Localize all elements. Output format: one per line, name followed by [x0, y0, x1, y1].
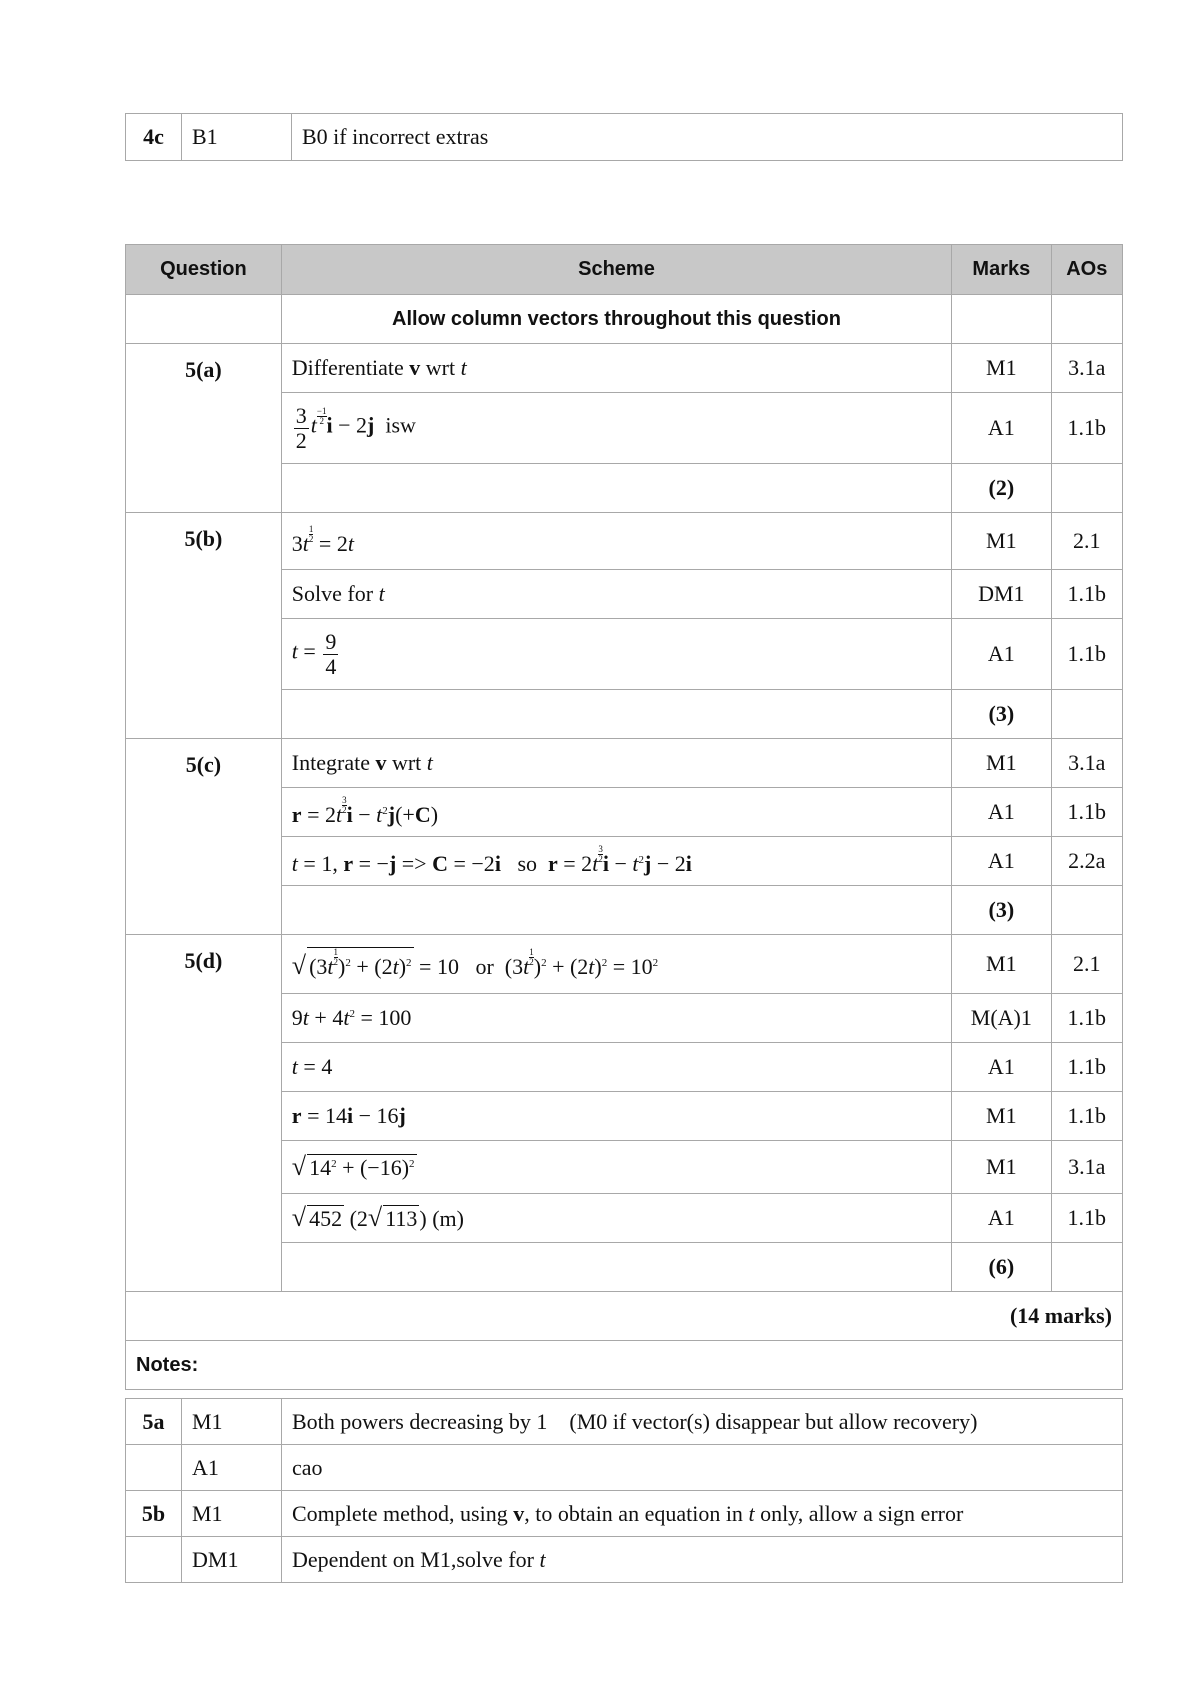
notes-label: Notes: [126, 1341, 1123, 1390]
ao-cell: 1.1b [1051, 570, 1123, 619]
notes-table [125, 1398, 1123, 1583]
scheme-cell: Integrate v wrt t [281, 739, 951, 788]
mark-cell: M1 [952, 344, 1051, 393]
top-row-table [125, 113, 1123, 161]
table-row [126, 114, 1123, 161]
ao-cell: 1.1b [1051, 1092, 1123, 1141]
ao-cell: 1.1b [1051, 1043, 1123, 1092]
table-row [126, 1491, 1123, 1537]
mark-cell: M1 [952, 1141, 1051, 1194]
allow-note: Allow column vectors throughout this question [281, 295, 951, 344]
table-row [126, 1292, 1123, 1341]
note-question [126, 1537, 182, 1583]
subtotal-cell: (3) [952, 690, 1051, 739]
mark-cell: A1 [952, 837, 1051, 886]
scheme-cell: r = 2t $\frac{3}{2}$ $i - t^2j(+C)$ [281, 788, 951, 837]
ao-cell: 1.1b [1051, 393, 1123, 464]
note-mark: M1 [182, 1491, 282, 1537]
table-row [126, 513, 1123, 570]
note-text: Complete method, using v, to obtain an equation in t only, allow a sign error [282, 1491, 1123, 1537]
scheme-cell: r = 14i − 16j [281, 1092, 951, 1141]
mark-cell: B1 [182, 114, 292, 161]
note-text: cao [282, 1445, 1123, 1491]
question-label: 5(b) [126, 513, 282, 739]
ao-cell: 1.1b [1051, 619, 1123, 690]
scheme-cell: $\frac{3}{2}$ t $\frac{-1}{2}$ i − 2j isw [281, 393, 951, 464]
note-question: 5b [126, 1491, 182, 1537]
note-mark: M1 [182, 1399, 282, 1445]
note-text: Dependent on M1,solve for t [282, 1537, 1123, 1583]
table-row [126, 739, 1123, 788]
ao-cell: 1.1b [1051, 994, 1123, 1043]
mark-cell: A1 [952, 393, 1051, 464]
ao-cell: 2.2a [1051, 837, 1123, 886]
mark-cell: M1 [952, 513, 1051, 570]
header-question: Question [126, 245, 282, 295]
table-row [126, 1537, 1123, 1583]
ao-cell: 1.1b [1051, 1194, 1123, 1243]
mark-cell: M1 [952, 935, 1051, 994]
table-row [126, 935, 1123, 994]
ao-cell: 1.1b [1051, 788, 1123, 837]
table-row [126, 1445, 1123, 1491]
header-scheme: Scheme [281, 245, 951, 295]
ao-cell: 3.1a [1051, 739, 1123, 788]
subtotal-cell: (6) [952, 1243, 1051, 1292]
scheme-cell: t = 1, r = −j => C = −2i so r = 2t $\frac{3}{2}$ $i - t^2j - 2i$ [281, 837, 951, 886]
scheme-cell: Differentiate v wrt t [281, 344, 951, 393]
scheme-cell: t = 4 [281, 1043, 951, 1092]
ao-cell: 2.1 [1051, 935, 1123, 994]
ao-cell: 2.1 [1051, 513, 1123, 570]
note-question [126, 1445, 182, 1491]
question-cell: 4c [126, 114, 182, 161]
table-row [126, 1341, 1123, 1390]
total-marks: (14 marks) [126, 1292, 1123, 1341]
table-row [126, 1399, 1123, 1445]
mark-cell: A1 [952, 1043, 1051, 1092]
note-mark: DM1 [182, 1537, 282, 1583]
mark-cell: M1 [952, 739, 1051, 788]
mark-cell: A1 [952, 788, 1051, 837]
table-row [126, 295, 1123, 344]
ao-cell: 3.1a [1051, 1141, 1123, 1194]
subtotal-cell: (3) [952, 886, 1051, 935]
note-question: 5a [126, 1399, 182, 1445]
mark-cell: DM1 [952, 570, 1051, 619]
scheme-cell: √ 452 (2√ 113) (m) [281, 1194, 951, 1243]
mark-cell: M1 [952, 1092, 1051, 1141]
table-row [126, 344, 1123, 393]
note-mark: A1 [182, 1445, 282, 1491]
mark-cell: A1 [952, 619, 1051, 690]
question-label: 5(d) [126, 935, 282, 1292]
note-text: Both powers decreasing by 1 (M0 if vector(s) disappear but allow recovery) [282, 1399, 1123, 1445]
note-cell: B0 if incorrect extras [292, 114, 1123, 161]
mark-cell: A1 [952, 1194, 1051, 1243]
scheme-cell: √ (3t $\frac{1}{2}$ )$^2 + (2t)^2 = 10$ or (3t $\frac{1}{2}$ )$^2 + (2t)^2 = 10^2$ [281, 935, 951, 994]
scheme-cell: √ $14^2 + (-16)^2$ [281, 1141, 951, 1194]
question-label: 5(c) [126, 739, 282, 935]
scheme-cell: t = $\frac{9}{4}$ [281, 619, 951, 690]
header-aos: AOs [1051, 245, 1123, 295]
header-row [126, 245, 1123, 295]
ao-cell: 3.1a [1051, 344, 1123, 393]
subtotal-cell: (2) [952, 464, 1051, 513]
question-label: 5(a) [126, 344, 282, 513]
mark-scheme-table [125, 244, 1123, 1390]
mark-cell: M(A)1 [952, 994, 1051, 1043]
scheme-cell: $9t + 4t^2 = 100$ [281, 994, 951, 1043]
scheme-cell: 3t $\frac{1}{2}$ = 2t [281, 513, 951, 570]
scheme-cell: Solve for t [281, 570, 951, 619]
header-marks: Marks [952, 245, 1051, 295]
